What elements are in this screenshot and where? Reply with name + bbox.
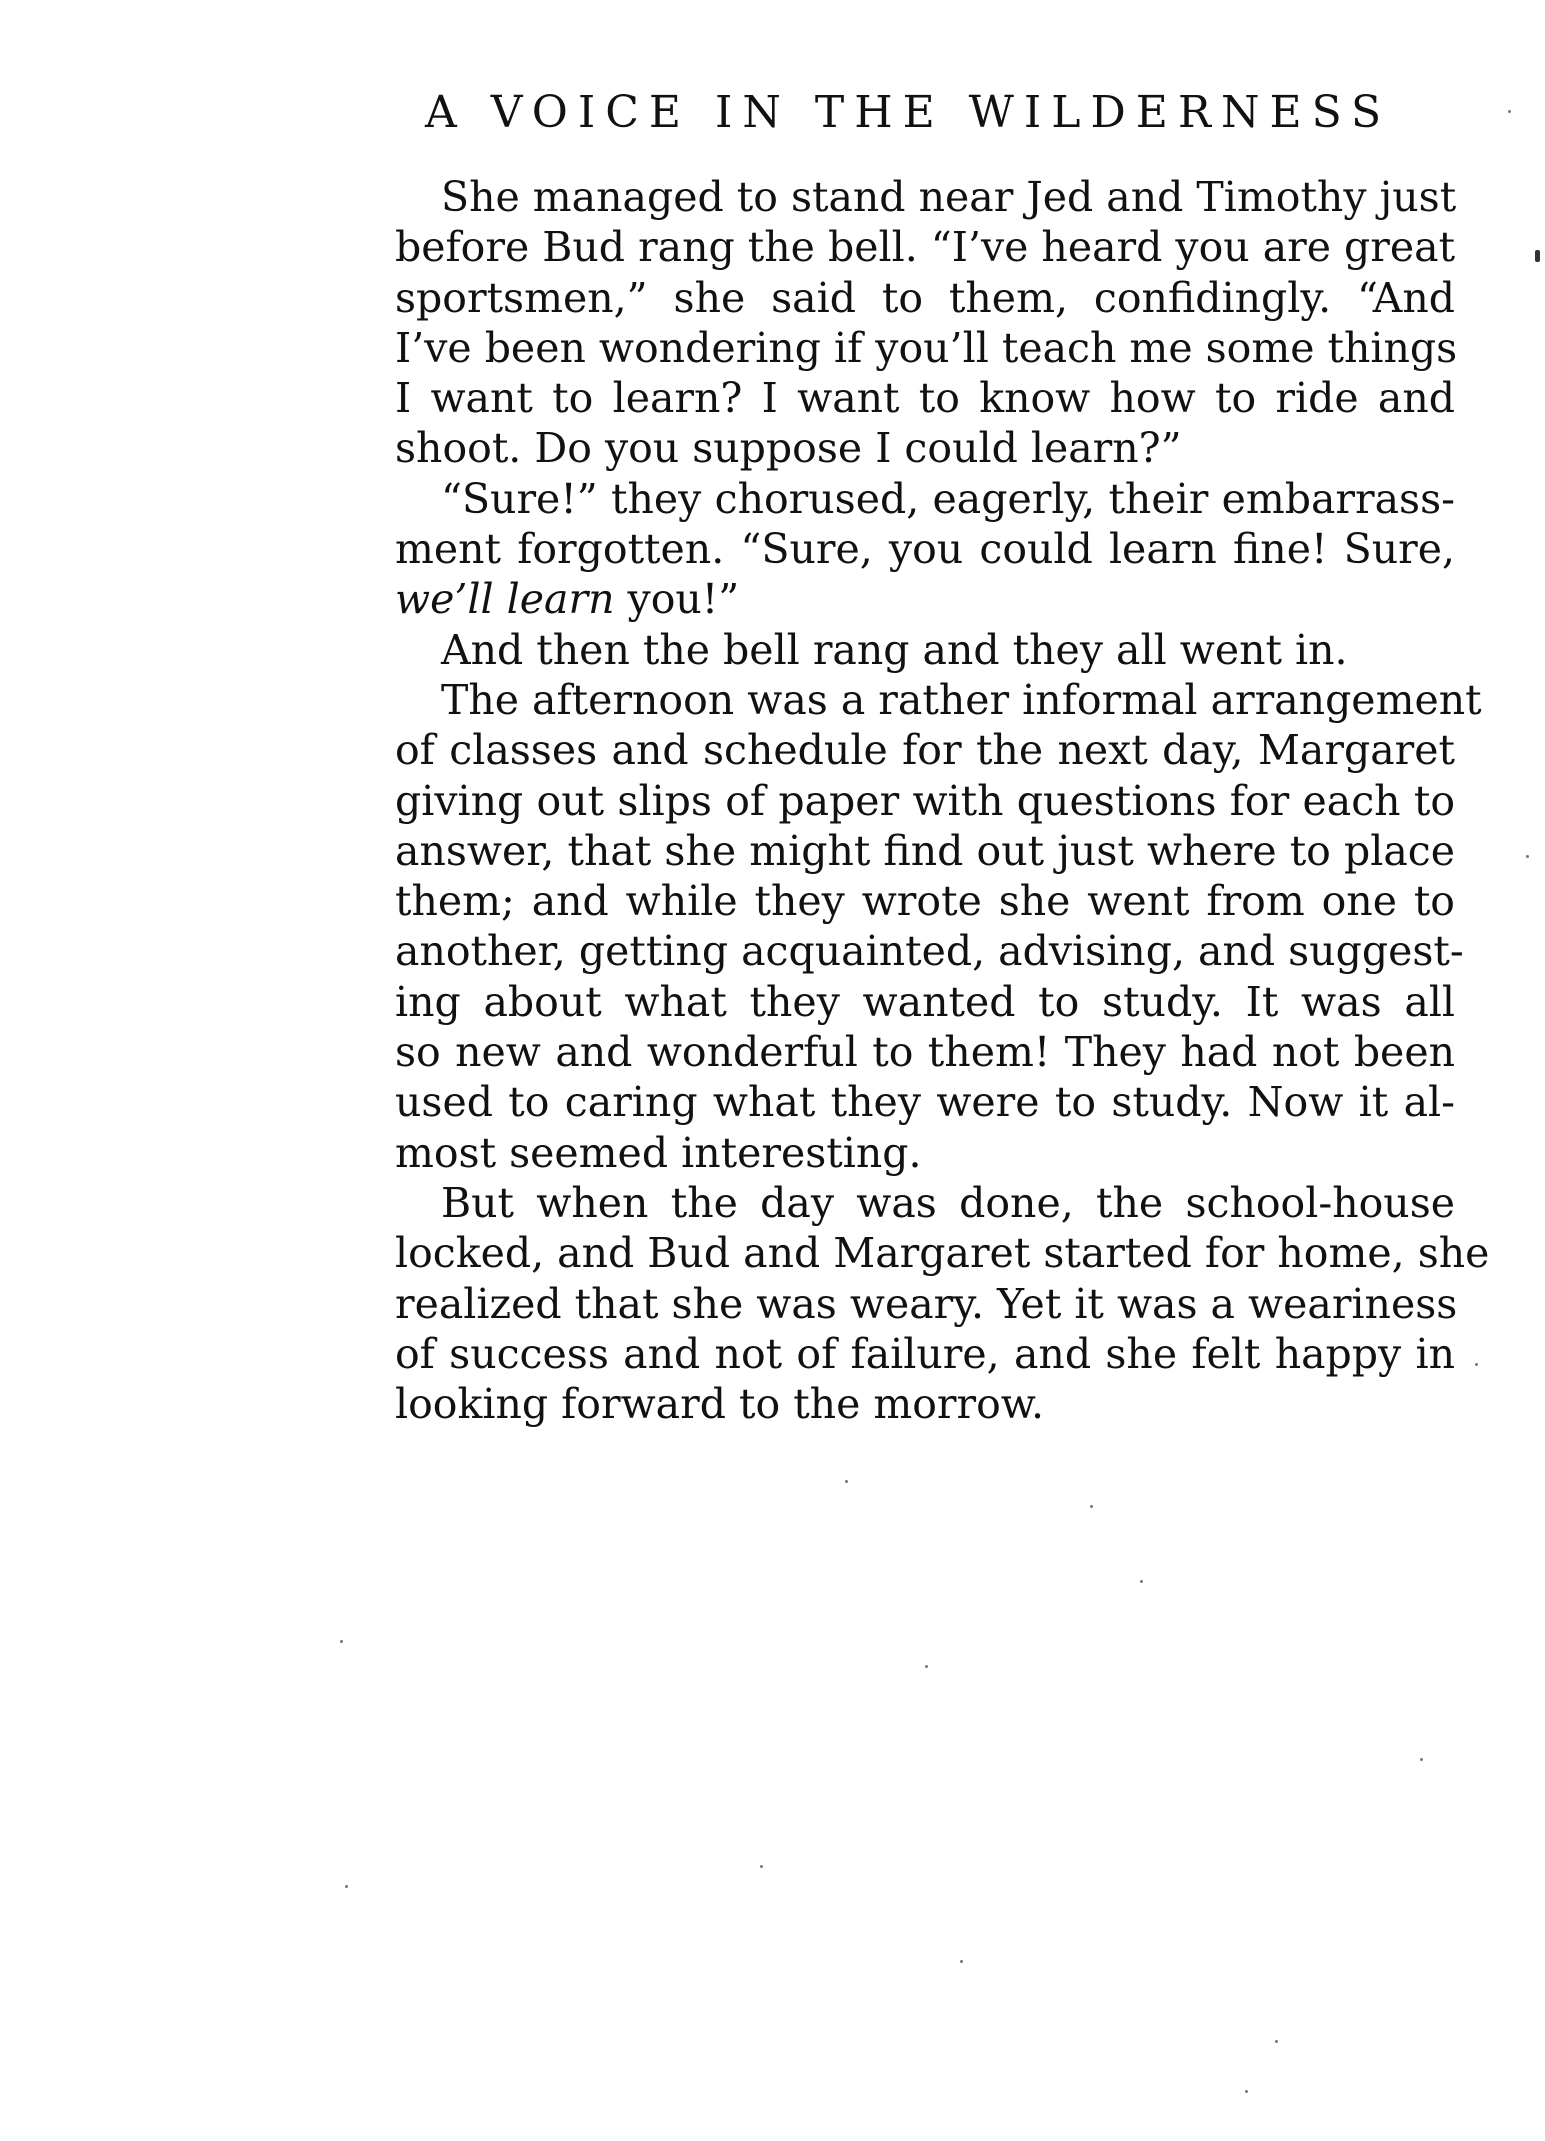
text-line: giving out slips of paper with questions for each to bbox=[395, 776, 1455, 825]
text-line bbox=[395, 574, 1455, 624]
text-line: She managed to stand near Jed and Timothy just bbox=[441, 173, 1457, 221]
scan-speck bbox=[1275, 2040, 1278, 2043]
text-line: I’ve been wondering if you’ll teach me some things bbox=[395, 323, 1458, 372]
text-line: of success and not of failure, and she felt happy in bbox=[395, 1329, 1455, 1378]
text-line: The afternoon was a rather informal arrangement bbox=[441, 675, 1482, 724]
text-line: ment forgotten. “Sure, you could learn fine! Sure, bbox=[395, 525, 1455, 574]
scan-mark bbox=[1535, 250, 1540, 262]
text-line: them; and while they wrote she went from one to bbox=[395, 877, 1455, 926]
text-line: answer, that she might find out just where to place bbox=[395, 826, 1455, 875]
scan-speck bbox=[1245, 2090, 1248, 2093]
text-line: shoot. Do you suppose I could learn?” bbox=[395, 424, 1182, 473]
text-line: another, getting acquainted, advising, and suggest- bbox=[395, 927, 1464, 976]
text-line: looking forward to the morrow. bbox=[395, 1380, 1045, 1429]
scan-speck bbox=[1475, 1363, 1478, 1366]
text-line: so new and wonderful to them! They had not been bbox=[395, 1028, 1455, 1077]
scan-speck bbox=[1420, 1758, 1423, 1761]
scan-speck bbox=[1140, 1580, 1143, 1583]
text-line: But when the day was done, the school-house bbox=[441, 1178, 1455, 1227]
text-line: used to caring what they were to study. Now it al- bbox=[395, 1078, 1455, 1127]
text-line: most seemed interesting. bbox=[395, 1128, 922, 1177]
scan-speck bbox=[345, 1885, 348, 1888]
scan-speck bbox=[925, 1665, 928, 1668]
body-text bbox=[395, 172, 1490, 1429]
scan-speck bbox=[845, 1480, 848, 1483]
text-line: realized that she was weary. Yet it was a weariness bbox=[395, 1279, 1458, 1328]
text-line: I want to learn? I want to know how to ride and bbox=[395, 374, 1455, 423]
scan-speck bbox=[340, 1640, 343, 1643]
scan-speck bbox=[1526, 855, 1529, 858]
text-line-rest: you!” bbox=[627, 575, 740, 624]
scan-speck bbox=[1508, 110, 1511, 113]
scan-speck bbox=[1090, 1505, 1093, 1508]
text-line: ing about what they wanted to study. It was all bbox=[395, 977, 1455, 1026]
text-line: before Bud rang the bell. “I’ve heard you are great bbox=[395, 223, 1456, 272]
scan-speck bbox=[760, 1865, 763, 1868]
text-line: And then the bell rang and they all went in. bbox=[441, 625, 1348, 674]
text-line: sportsmen,” she said to them, confidingly. “And bbox=[395, 273, 1455, 322]
text-line: “Sure!” they chorused, eagerly, their embarrass- bbox=[441, 474, 1455, 523]
italic-phrase: we’ll learn bbox=[395, 575, 615, 624]
running-head: A VOICE IN THE WILDERNESS bbox=[425, 87, 1392, 138]
text-line: locked, and Bud and Margaret started for home, she bbox=[395, 1229, 1490, 1278]
scan-speck bbox=[960, 1960, 963, 1963]
text-line: of classes and schedule for the next day, Margaret bbox=[395, 726, 1455, 775]
